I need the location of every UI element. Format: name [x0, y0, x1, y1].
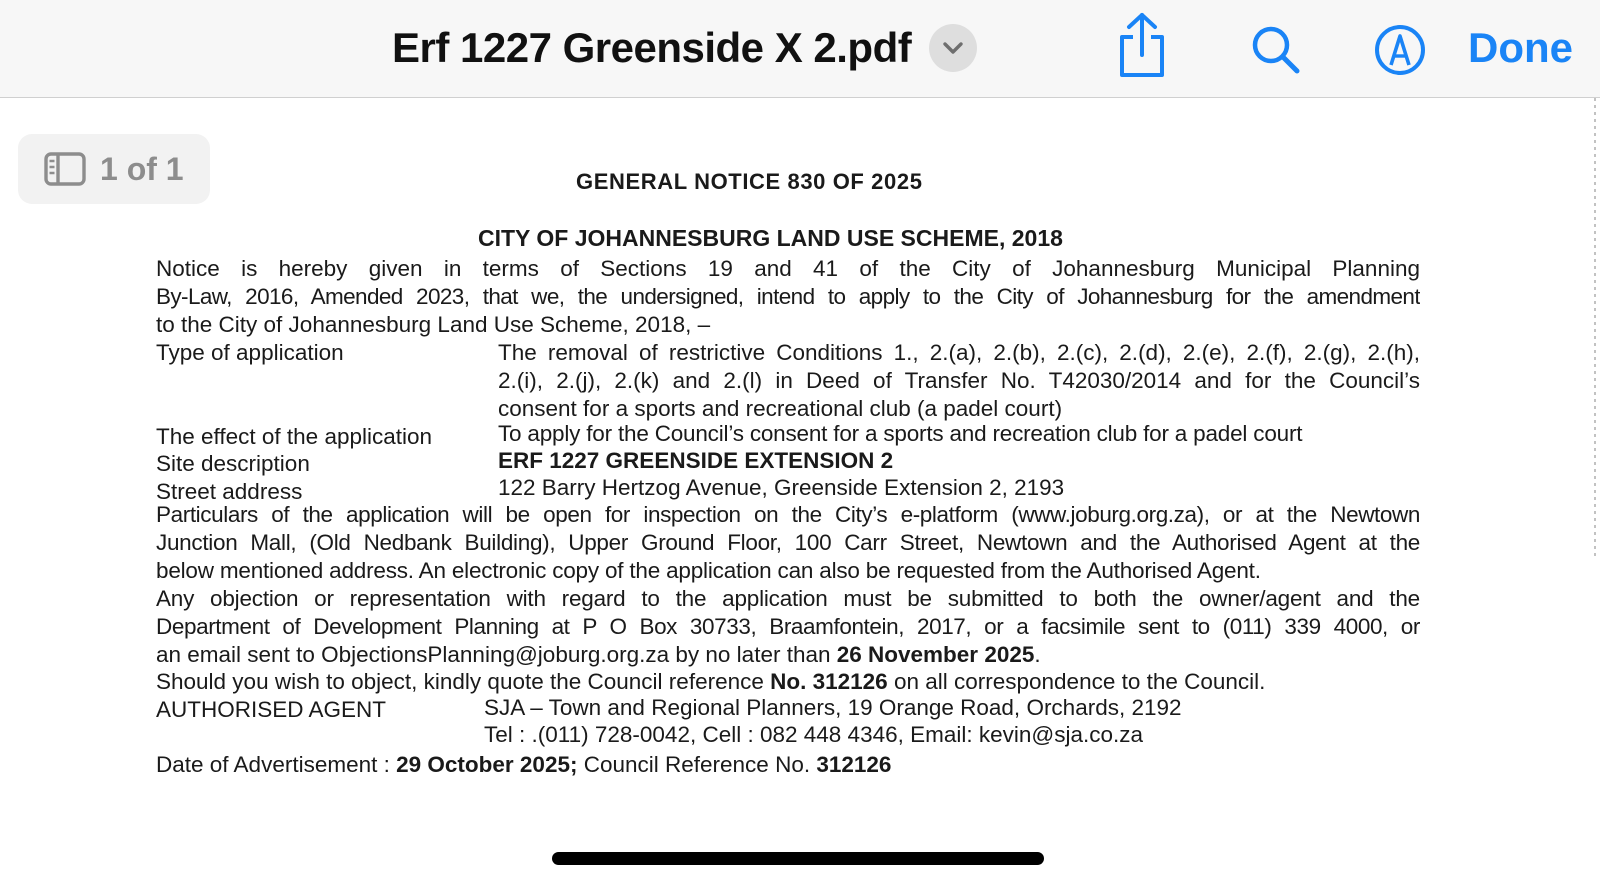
reference-line	[156, 668, 1265, 696]
markup-icon	[1373, 23, 1427, 77]
email-line-end: .	[1034, 642, 1041, 667]
effect-label: The effect of the application	[156, 424, 433, 449]
advert-reference-label: Council Reference No.	[577, 752, 817, 777]
reference-text: Should you wish to object, kindly quote the Council reference	[156, 669, 771, 694]
chevron-down-icon	[942, 41, 964, 55]
scheme-title: CITY OF JOHANNESBURG LAND USE SCHEME, 2018	[478, 225, 1063, 251]
type-line-1: The removal of restrictive Conditions 1., 2.(a), 2.(b), 2.(c), 2.(d), 2.(e), 2.(f), 2.(g), 2.(h),	[498, 340, 1420, 365]
site-value: ERF 1227 GREENSIDE EXTENSION 2	[498, 448, 894, 473]
type-label: Type of application	[156, 340, 344, 365]
page-count-label: 1 of 1	[100, 150, 184, 187]
intro-line-1: Notice is hereby given in terms of Sections 19 and 41 of the City of Johannesburg Municipal Planning	[156, 256, 1420, 281]
advert-date: 29 October 2025;	[396, 752, 578, 777]
email-line	[156, 641, 1041, 669]
agent-line-2: Tel : .(011) 728-0042, Cell : 082 448 4346, Email: kevin@sja.co.za	[484, 722, 1144, 747]
type-line-2: 2.(i), 2.(j), 2.(k) and 2.(l) in Deed of Transfer No. T42030/2014 and for the Council’s	[498, 368, 1420, 393]
objection-line-1: Any objection or representation with regard to the application must be submitted to both the owner/agent and the	[156, 586, 1420, 611]
advertisement-line	[156, 751, 891, 779]
reference-text-end: on all correspondence to the Council.	[887, 669, 1266, 694]
document-page[interactable]	[0, 98, 1600, 818]
effect-value: To apply for the Council’s consent for a sports and recreation club for a padel court	[498, 421, 1303, 446]
share-button[interactable]	[1112, 8, 1172, 84]
search-button[interactable]	[1246, 20, 1306, 80]
markup-button[interactable]	[1370, 20, 1430, 80]
particulars-line-2: Junction Mall, (Old Nedbank Building), Upper Ground Floor, 100 Carr Street, Newtown and the Authorised Agent at the	[156, 530, 1420, 555]
objection-line-2: Department of Development Planning at P O Box 30733, Braamfontein, 2017, or a facsimile sent to (011) 339 4000, or	[156, 614, 1420, 639]
top-bar	[0, 0, 1600, 98]
intro-line-3: to the City of Johannesburg Land Use Scheme, 2018, –	[156, 312, 711, 337]
title-menu[interactable]	[392, 18, 977, 78]
particulars-line-1: Particulars of the application will be open for inspection on the City’s e-platform (www.joburg.org.za), or at the Newtown	[156, 502, 1420, 527]
intro-line-2: By-Law, 2016, Amended 2023, that we, the undersigned, intend to apply to the City of Johannesburg for the amendment	[156, 284, 1420, 309]
deadline-date: 26 November 2025	[836, 642, 1035, 667]
title-menu-button[interactable]	[929, 24, 977, 72]
notice-title: GENERAL NOTICE 830 OF 2025	[576, 169, 923, 194]
type-line-3: consent for a sports and recreational club (a padel court)	[498, 396, 1063, 421]
agent-label: AUTHORISED AGENT	[156, 697, 387, 722]
advert-reference-number: 312126	[816, 752, 892, 777]
document-title[interactable]: Erf 1227 Greenside X 2.pdf	[392, 24, 912, 71]
reference-number: No. 312126	[770, 669, 888, 694]
done-button[interactable]: Done	[1468, 24, 1573, 71]
particulars-line-3: below mentioned address. An electronic copy of the application can also be requested from the Authorised Agent.	[156, 558, 1261, 583]
search-icon	[1250, 24, 1302, 76]
email-line-text: an email sent to ObjectionsPlanning@joburg.org.za by no later than	[156, 642, 837, 667]
home-indicator[interactable]	[552, 852, 1044, 865]
agent-line-1: SJA – Town and Regional Planners, 19 Orange Road, Orchards, 2192	[484, 695, 1182, 720]
advert-label: Date of Advertisement :	[156, 752, 397, 777]
street-label: Street address	[156, 479, 303, 504]
street-value: 122 Barry Hertzog Avenue, Greenside Extension 2, 2193	[498, 475, 1065, 500]
site-label: Site description	[156, 451, 310, 476]
scan-edge-artifact	[1594, 98, 1596, 558]
share-icon	[1114, 11, 1170, 81]
